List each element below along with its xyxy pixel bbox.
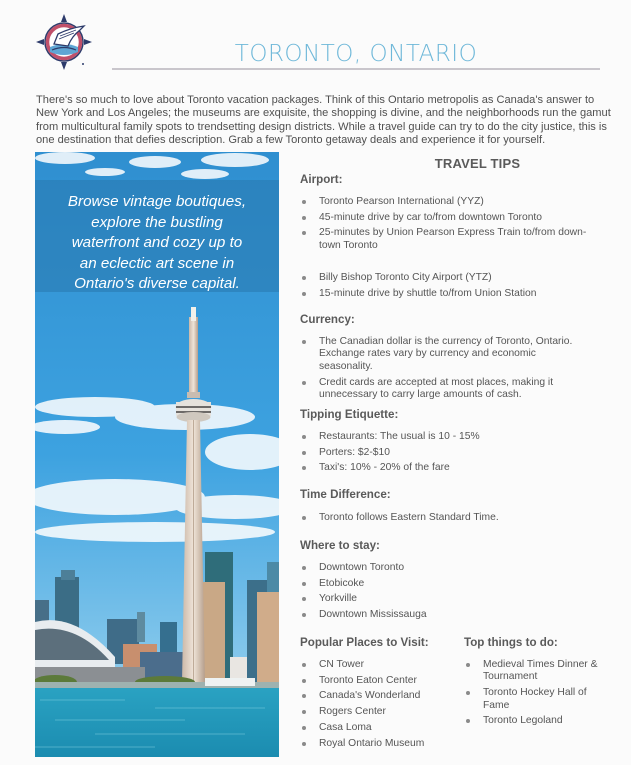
bullet-icon bbox=[302, 466, 306, 470]
list-item: CN Tower bbox=[300, 659, 460, 671]
logo-icon bbox=[36, 14, 92, 70]
list-item: 25-minutes by Union Pearson Express Train to/from down-town Toronto bbox=[300, 227, 599, 252]
bullet-icon bbox=[302, 451, 306, 455]
bullet-icon bbox=[302, 381, 306, 385]
list-item: Casa Loma bbox=[300, 722, 460, 734]
section-heading: Tipping Etiquette: bbox=[300, 408, 399, 421]
places-list bbox=[300, 659, 460, 750]
tipping-section bbox=[300, 408, 615, 478]
airport-section bbox=[300, 173, 615, 304]
airport-list-2 bbox=[300, 272, 615, 300]
list-item: Taxi's: 10% - 20% of the fare bbox=[300, 462, 615, 474]
bullet-icon bbox=[302, 710, 306, 714]
page-title: TORONTO, ONTARIO bbox=[234, 41, 478, 68]
bullet-icon bbox=[302, 276, 306, 280]
bullet-icon bbox=[466, 663, 470, 667]
bullet-icon bbox=[302, 216, 306, 220]
todo-list bbox=[464, 659, 599, 728]
time-difference-section bbox=[300, 488, 615, 528]
bullet-icon bbox=[302, 613, 306, 617]
top-things-section bbox=[464, 636, 614, 731]
bullet-icon bbox=[466, 691, 470, 695]
list-item: Billy Bishop Toronto City Airport (YTZ) bbox=[300, 272, 615, 284]
bullet-icon bbox=[302, 694, 306, 698]
list-item: The Canadian dollar is the currency of Toronto, Ontario. Exchange rates vary by currency and economic seasonality. bbox=[300, 336, 590, 373]
title-divider bbox=[112, 68, 600, 70]
cruise-ship-compass-logo bbox=[36, 14, 92, 70]
section-heading: Time Difference: bbox=[300, 488, 391, 501]
bullet-icon bbox=[302, 679, 306, 683]
caption-line: Browse vintage boutiques, bbox=[67, 193, 247, 210]
bullet-icon bbox=[302, 582, 306, 586]
bullet-icon bbox=[302, 566, 306, 570]
list-item: Toronto Pearson International (YYZ) bbox=[300, 196, 615, 208]
list-item: Royal Ontario Museum bbox=[300, 738, 460, 750]
bullet-icon bbox=[302, 435, 306, 439]
list-item: Rogers Center bbox=[300, 706, 460, 718]
bullet-icon bbox=[302, 516, 306, 520]
list-item: Toronto Legoland bbox=[464, 715, 599, 727]
currency-section bbox=[300, 313, 615, 405]
time-list bbox=[300, 512, 615, 524]
bullet-icon bbox=[302, 200, 306, 204]
list-item: Toronto Hockey Hall of Fame bbox=[464, 687, 599, 712]
currency-list bbox=[300, 336, 590, 401]
airport-list-1 bbox=[300, 196, 615, 252]
list-item: Restaurants: The usual is 10 - 15% bbox=[300, 431, 615, 443]
section-heading: Currency: bbox=[300, 313, 355, 326]
list-item: Medieval Times Dinner & Tournament bbox=[464, 659, 599, 684]
list-item: Etobicoke bbox=[300, 578, 615, 590]
popular-places-section bbox=[300, 636, 460, 753]
bullet-icon bbox=[302, 663, 306, 667]
list-item: Toronto Eaton Center bbox=[300, 675, 460, 687]
bullet-icon bbox=[302, 231, 306, 235]
list-item: Downtown Mississauga bbox=[300, 609, 615, 621]
where-to-stay-section bbox=[300, 539, 615, 625]
bullet-icon bbox=[302, 340, 306, 344]
bullet-icon bbox=[302, 726, 306, 730]
section-heading: Where to stay: bbox=[300, 539, 380, 552]
travel-tips-heading: TRAVEL TIPS bbox=[434, 156, 521, 171]
tipping-list bbox=[300, 431, 615, 475]
bullet-icon bbox=[302, 292, 306, 296]
cn-tower-photo bbox=[35, 152, 279, 757]
stay-list bbox=[300, 562, 615, 622]
list-item: Credit cards are accepted at most places, making it unnecessary to carry large amounts of cash. bbox=[300, 377, 590, 402]
caption-line: Ontario's diverse capital. bbox=[74, 275, 240, 292]
caption-line: an eclectic art scene in bbox=[79, 254, 235, 272]
section-heading: Popular Places to Visit: bbox=[300, 636, 429, 649]
list-item: Toronto follows Eastern Standard Time. bbox=[300, 512, 615, 524]
section-heading: Airport: bbox=[300, 173, 343, 186]
bullet-icon bbox=[302, 597, 306, 601]
list-item: Downtown Toronto bbox=[300, 562, 615, 574]
bullet-icon bbox=[302, 742, 306, 746]
photo-caption bbox=[35, 180, 279, 292]
list-item: 15-minute drive by shuttle to/from Union Station bbox=[300, 288, 615, 300]
bullet-icon bbox=[466, 719, 470, 723]
list-item: Canada's Wonderland bbox=[300, 690, 460, 702]
list-item: Porters: $2-$10 bbox=[300, 447, 615, 459]
caption-line: waterfront and cozy up to bbox=[71, 234, 243, 251]
list-item: Yorkville bbox=[300, 593, 615, 605]
intro-paragraph: There's so much to love about Toronto vacation packages. Think of this Ontario metropolis as Canada's answer to New York and Los Angeles; the museums are exquisite, the shopping is divine, and the neighborhoods run the gamut from multicultural family spots to trendsetting design districts. While a travel guide can try to do the city justice, this is one destination that defies description. Grab a few Toronto getaway deals and experience it for yourself. bbox=[36, 94, 611, 147]
section-heading: Top things to do: bbox=[464, 636, 558, 649]
caption-line: explore the bustling bbox=[91, 213, 223, 231]
list-item: 45-minute drive by car to/from downtown Toronto bbox=[300, 212, 615, 224]
